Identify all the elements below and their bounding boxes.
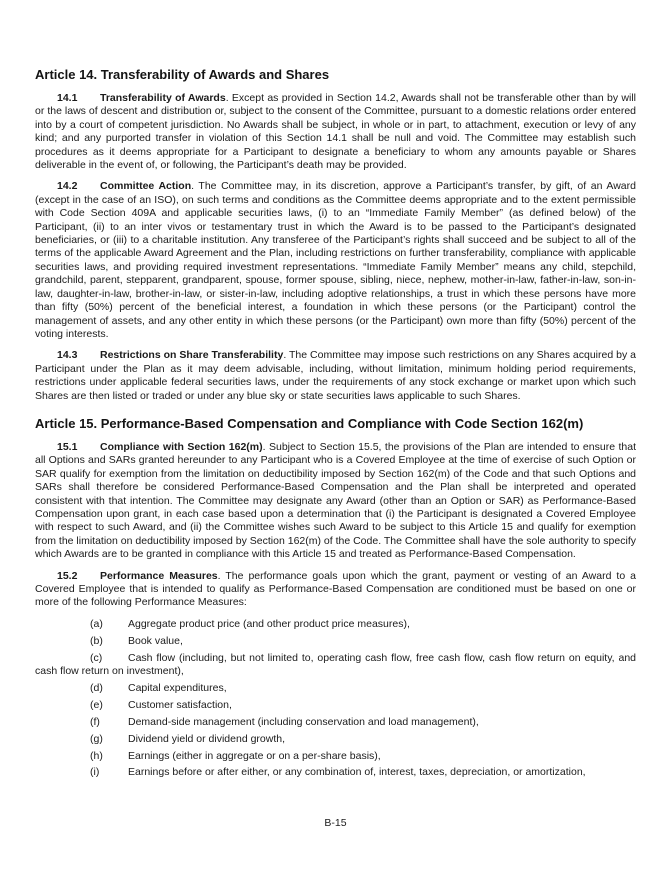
performance-measure-item-e [35, 699, 636, 712]
section-body: . Except as provided in Section 14.2, Awards shall not be transferable other than by will or the laws of descent and distribution or, subject to the consent of the Committee, pursuant to a domestic relations order entered into by a court of competent jurisdiction. No Awards shall be subject, in whole or in part, to attachment, execution or levy of any kind; and any purported transfer in violation of this Section 14.1 shall be null and void. The Committee may establish such procedures as it deems appropriate for a Participant to designate a beneficiary to whom any amounts payable or Shares deliverable in the event of, or following, the Participant’s death may be provided. [35, 92, 637, 172]
performance-measure-item-f [35, 716, 636, 729]
list-item-letter: (b) [90, 634, 103, 647]
list-item-letter: (a) [90, 617, 103, 630]
performance-measure-item-d [35, 682, 636, 695]
list-item-letter: (h) [90, 749, 103, 762]
section-body: . The Committee may impose such restrictions on any Shares acquired by a Participant under the Plan as it may deem advisable, including, without limitation, minimum holding period requirements, restrictions under applicable federal securities laws, under the requirements of any stock exchange or market upon which such Shares are then listed or traded or under any blue sky or state securities laws applicable to such Shares. [35, 349, 636, 402]
section-title: Compliance with Section 162(m) [100, 440, 263, 453]
list-item-letter: (d) [90, 681, 103, 694]
list-item-text: Dividend yield or dividend growth, [128, 732, 286, 745]
list-item-text: Earnings before or after either, or any combination of, interest, taxes, depreciation, or amortization, [128, 766, 586, 779]
list-item-text: Demand-side management (including conservation and load management), [128, 715, 479, 728]
list-item-text: Customer satisfaction, [128, 698, 232, 711]
section-number: 14.1 [57, 92, 78, 104]
list-item-letter: (i) [90, 766, 100, 779]
section-number: 14.2 [57, 180, 78, 193]
list-item-text: Earnings (either in aggregate or on a per-share basis), [128, 749, 381, 762]
article-14-heading: Article 14. Transferability of Awards and Shares [35, 67, 330, 82]
performance-measure-item-h [35, 750, 636, 763]
section-number: 14.3 [57, 349, 78, 362]
page-number-footer: B-15 [324, 817, 347, 829]
performance-measure-item-i [35, 766, 636, 779]
section-title: Transferability of Awards [100, 92, 226, 104]
list-item-letter: (g) [90, 732, 103, 745]
section-15-1-paragraph [35, 441, 636, 562]
list-item-letter: (e) [90, 698, 103, 711]
section-title: Restrictions on Share Transferability [100, 349, 284, 362]
section-body: . The Committee may, in its discretion, approve a Participant’s transfer, by gift, of an Award (except in the case of an ISO), on such terms and conditions as the Committee deems appropriate and to the extent permissible with Code Section 409A and applicable securities laws, (i) to an “Immediate Family Member” (as defined below) of the Participant, (ii) to an inter vivos or testamentary trust in which the Award is to be passed to the Participant’s designated beneficiaries, or (iii) to a charitable institution. Any transferee of the Participant’s rights shall succeed and be subject to all of the terms of the applicable Award Agreement and the Plan, including restrictions on further transferability, compliance with applicable securities laws, and providing required investment representations. “Immediate Family Member” means any child, stepchild, grandchild, parent, stepparent, grandparent, spouse, former spouse, sibling, niece, nephew, mother-in-law, father-in-law, son-in-law, daughter-in-law, brother-in-law, or sister-in-law, including adoptive relationships, a trust in which these persons have more than fifty (50%) percent of the beneficial interest, a foundation in which these persons (or the Participant) control the management of assets, and any other entity in which these persons (or the Participant) own more than fifty (50%) percent of the voting interests. [35, 180, 636, 340]
list-item-text: Book value, [128, 634, 183, 647]
section-14-1-paragraph [35, 92, 636, 172]
section-14-2-paragraph [35, 180, 636, 341]
performance-measure-item-c [35, 652, 636, 679]
section-number: 15.2 [57, 569, 78, 582]
article-15-heading: Article 15. Performance-Based Compensation and Compliance with Code Section 162(m) [35, 415, 584, 431]
section-body: . The performance goals upon which the grant, payment or vesting of an Award to a Covered Employee that is intended to qualify as Performance-Based Compensation are conditioned must be based on one or more of the following Performance Measures: [35, 569, 636, 609]
performance-measure-item-g [35, 733, 636, 746]
section-number: 15.1 [57, 440, 78, 453]
section-body: . Subject to Section 15.5, the provisions of the Plan are intended to ensure that all Options and SARs granted hereunder to any Participant who is a Covered Employee at the time of exercise of such Option or SAR qualify for exemption from the limitation on deductibility imposed by Section 162(m) of the Code and that such Options and SARs shall therefore be considered Performance-Based Compensation and the Plan shall be interpreted and operated consistent with that intention. The Committee may designate any Award (other than an Option or SAR) as Performance-Based Compensation upon grant, in each case based upon a determination that (i) the Participant is designated a Covered Employee with respect to such Award, and (ii) the Committee wishes such Award to be subject to this Article 15 and qualify for exemption from the limitation on deductibility imposed by Section 162(m) of the Code. The Committee shall have the sole authority to specify which Awards are to be granted in compliance with this Article 15 and treated as Performance-Based Compensation. [35, 440, 636, 561]
section-14-3-paragraph [35, 349, 636, 403]
section-15-2-paragraph [35, 570, 636, 610]
list-item-text: Aggregate product price (and other product price measures), [128, 617, 410, 630]
section-title: Performance Measures [100, 569, 218, 582]
list-item-letter: (f) [90, 715, 100, 728]
performance-measure-item-b [35, 635, 636, 648]
list-item-text: Cash flow (including, but not limited to, operating cash flow, free cash flow, cash flow return on equity, and cash flow return on investment), [35, 651, 636, 678]
list-item-text: Capital expenditures, [128, 681, 227, 694]
performance-measure-item-a [35, 618, 636, 631]
list-item-letter: (c) [90, 651, 103, 664]
section-title: Committee Action [100, 180, 192, 193]
